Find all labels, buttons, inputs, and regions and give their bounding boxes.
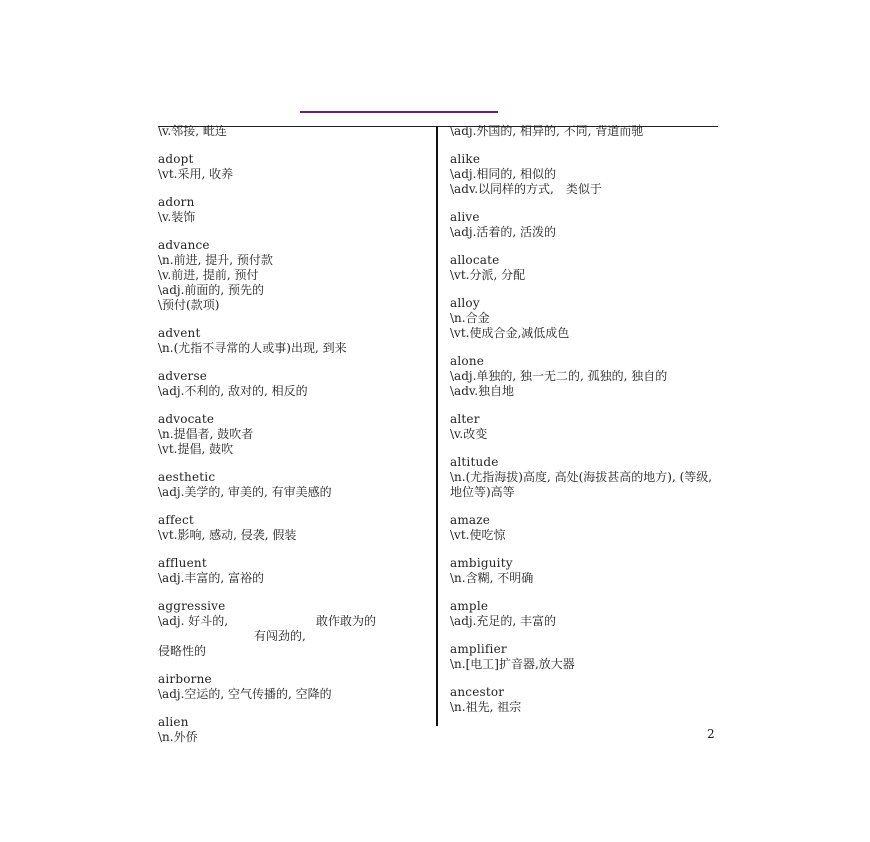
definition-line: \n.合金: [450, 311, 490, 325]
headword: adorn: [158, 195, 195, 209]
headword: alive: [450, 210, 480, 224]
dictionary-entry: [158, 124, 434, 139]
definition-line: \n.提倡者, 鼓吹者: [158, 427, 254, 441]
definition-line: \adj.不利的, 敌对的, 相反的: [158, 384, 308, 398]
headword: ancestor: [450, 685, 505, 699]
dictionary-entry: [450, 124, 718, 139]
definition-line: \v.邻接, 毗连: [158, 124, 227, 138]
definition-line: \adj.活着的, 活泼的: [450, 225, 557, 239]
definition-line: \n.(尤指不寻常的人或事)出现, 到来: [158, 341, 347, 355]
headword: alike: [450, 152, 481, 166]
definition-line: \n.前进, 提升, 预付款: [158, 253, 273, 267]
definition-line: \v.前进, 提前, 预付: [158, 268, 259, 282]
page-number: 2: [707, 727, 715, 741]
definition-line: \adj.前面的, 预先的: [158, 283, 265, 297]
dictionary-entry: [158, 470, 434, 500]
headword: amplifier: [450, 642, 507, 656]
headword: amaze: [450, 513, 491, 527]
headword: airborne: [158, 672, 212, 686]
headword: altitude: [450, 455, 499, 469]
dictionary-entry: [450, 685, 718, 715]
definition-line: \adj.外国的, 相异的, 不同, 背道而驰: [450, 124, 644, 138]
dictionary-entry: [450, 253, 718, 283]
definition-line: \n.(尤指海拔)高度, 高处(海拔甚高的地方), (等级, 地位等)高等: [450, 470, 713, 499]
dictionary-entry: [158, 195, 434, 225]
dictionary-entry: [158, 326, 434, 356]
definition-line: \n.外侨: [158, 730, 198, 744]
definition-line: \预付(款项): [158, 298, 220, 312]
headword: affluent: [158, 556, 207, 570]
definition-line: \vt.影响, 感动, 侵袭, 假装: [158, 528, 297, 542]
headword: advocate: [158, 412, 215, 426]
definition-line: 侵略性的: [158, 644, 207, 658]
definition-line: \vt.使吃惊: [450, 528, 506, 542]
column-divider: [436, 126, 438, 726]
right-column: [450, 124, 718, 728]
dictionary-entry: [158, 238, 434, 313]
headword: affect: [158, 513, 194, 527]
dictionary-entry: [450, 210, 718, 240]
dictionary-entry: [450, 152, 718, 197]
definition-line: \adj.空运的, 空气传播的, 空降的: [158, 687, 332, 701]
headword: ambiguity: [450, 556, 513, 570]
definition-line: \vt.分派, 分配: [450, 268, 526, 282]
definition-line: \n.祖先, 祖宗: [450, 700, 522, 714]
dictionary-entry: [450, 513, 718, 543]
definition-line: \n.[电工]扩音器,放大器: [450, 657, 575, 671]
dictionary-entry: [158, 152, 434, 182]
definition-line: \v.装饰: [158, 210, 196, 224]
header-accent-line: [300, 111, 498, 113]
dictionary-entry: [450, 354, 718, 399]
headword: alien: [158, 715, 189, 729]
dictionary-entry: [450, 296, 718, 341]
definition-line: [158, 614, 434, 629]
dictionary-entry: [158, 715, 434, 745]
definition-line: \vt.提倡, 鼓吹: [158, 442, 234, 456]
definition-line: \adj.丰富的, 富裕的: [158, 571, 265, 585]
dictionary-entry: [158, 513, 434, 543]
headword: adopt: [158, 152, 194, 166]
headword: alone: [450, 354, 485, 368]
headword: aesthetic: [158, 470, 216, 484]
definition-line: \adv.独自地: [450, 384, 515, 398]
definition-line: \v.改变: [450, 427, 488, 441]
headword: advent: [158, 326, 201, 340]
dictionary-entry: [158, 672, 434, 702]
headword: aggressive: [158, 599, 226, 613]
definition-line: \adj.美学的, 审美的, 有审美感的: [158, 485, 332, 499]
definition-line: \n.含糊, 不明确: [450, 571, 534, 585]
dictionary-entry: [158, 556, 434, 586]
headword: ample: [450, 599, 489, 613]
headword: advance: [158, 238, 210, 252]
headword: alter: [450, 412, 480, 426]
definition-part: 敢作敢为的: [316, 614, 377, 628]
left-column: [158, 124, 434, 758]
dictionary-entry: [450, 599, 718, 629]
headword: allocate: [450, 253, 500, 267]
headword: alloy: [450, 296, 480, 310]
dictionary-entry: [450, 412, 718, 442]
dictionary-entry: [450, 556, 718, 586]
dictionary-entry: [450, 642, 718, 672]
definition-line: \vt.采用, 收养: [158, 167, 234, 181]
definition-line: \adj.单独的, 独一无二的, 孤独的, 独自的: [450, 369, 668, 383]
headword: adverse: [158, 369, 208, 383]
definition-line: \adv.以同样的方式, 类似于: [450, 182, 602, 196]
dictionary-entry: [158, 369, 434, 399]
dictionary-entry: [158, 412, 434, 457]
definition-line: \adj.充足的, 丰富的: [450, 614, 557, 628]
definition-line: 有闯劲的,: [254, 629, 306, 643]
definition-part: \adj. 好斗的,: [158, 614, 229, 628]
dictionary-entry: [158, 599, 434, 659]
dictionary-entry: [450, 455, 718, 500]
definition-line: \adj.相同的, 相似的: [450, 167, 557, 181]
definition-line: \vt.使成合金,减低成色: [450, 326, 570, 340]
